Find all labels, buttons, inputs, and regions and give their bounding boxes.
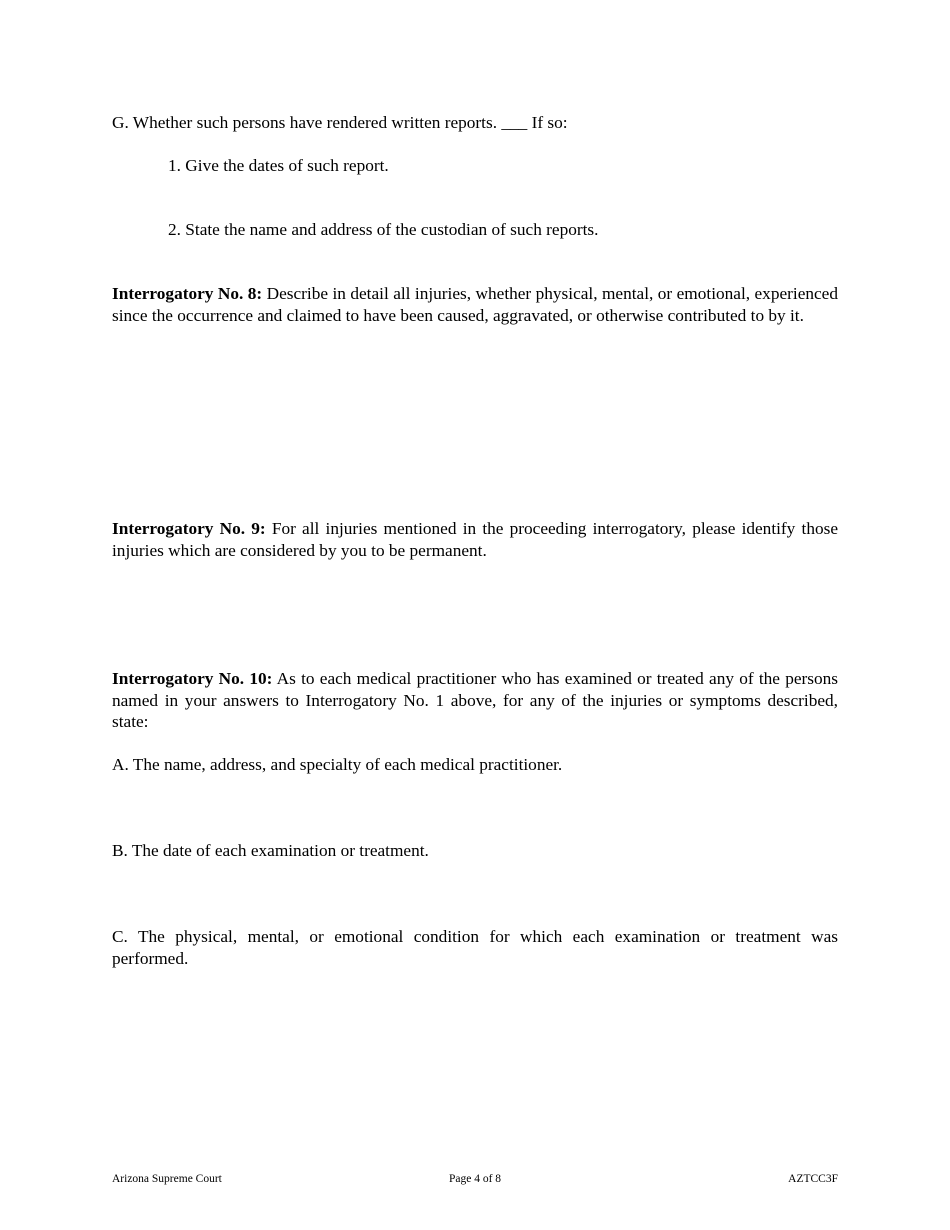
interrogatory-10-item-a: A. The name, address, and specialty of each medical practitioner.	[112, 755, 563, 774]
item-g	[112, 112, 838, 134]
item-g-sub-1: 1. Give the dates of such report.	[168, 156, 389, 175]
footer-page-number: Page 4 of 8	[448, 1173, 502, 1185]
footer-form-code: AZTCC3F	[788, 1173, 838, 1185]
interrogatory-8	[112, 283, 838, 326]
interrogatory-8-label: Interrogatory No. 8:	[112, 284, 263, 303]
item-g-text-before: G. Whether such persons have rendered written reports.	[112, 113, 502, 132]
interrogatory-10-text: As to each medical practitioner who has examined or treated any of the persons named in your answers to Interrogatory No. 1 above, for any of the injuries or symptoms described, state:	[112, 669, 838, 731]
interrogatory-10	[112, 668, 838, 733]
interrogatory-8-text: Describe in detail all injuries, whether physical, mental, or emotional, experienced since the occurrence and claimed to have been caused, aggravated, or otherwise contributed to by it.	[112, 284, 838, 325]
interrogatory-9-text: For all injuries mentioned in the proceeding interrogatory, please identify those injuries which are considered by you to be permanent.	[112, 519, 838, 560]
answer-blank: ___	[501, 113, 528, 132]
interrogatory-10-item-c: C. The physical, mental, or emotional condition for which each examination or treatment was performed.	[112, 927, 838, 968]
item-g-text-after: If so:	[527, 113, 568, 132]
item-g-sub-2: 2. State the name and address of the custodian of such reports.	[168, 220, 599, 239]
interrogatory-9-label: Interrogatory No. 9:	[112, 519, 266, 538]
interrogatory-10-item-b: B. The date of each examination or treatment.	[112, 841, 429, 860]
footer-court-name: Arizona Supreme Court	[112, 1173, 222, 1185]
interrogatory-10-label: Interrogatory No. 10:	[112, 669, 273, 688]
interrogatory-9	[112, 518, 838, 561]
